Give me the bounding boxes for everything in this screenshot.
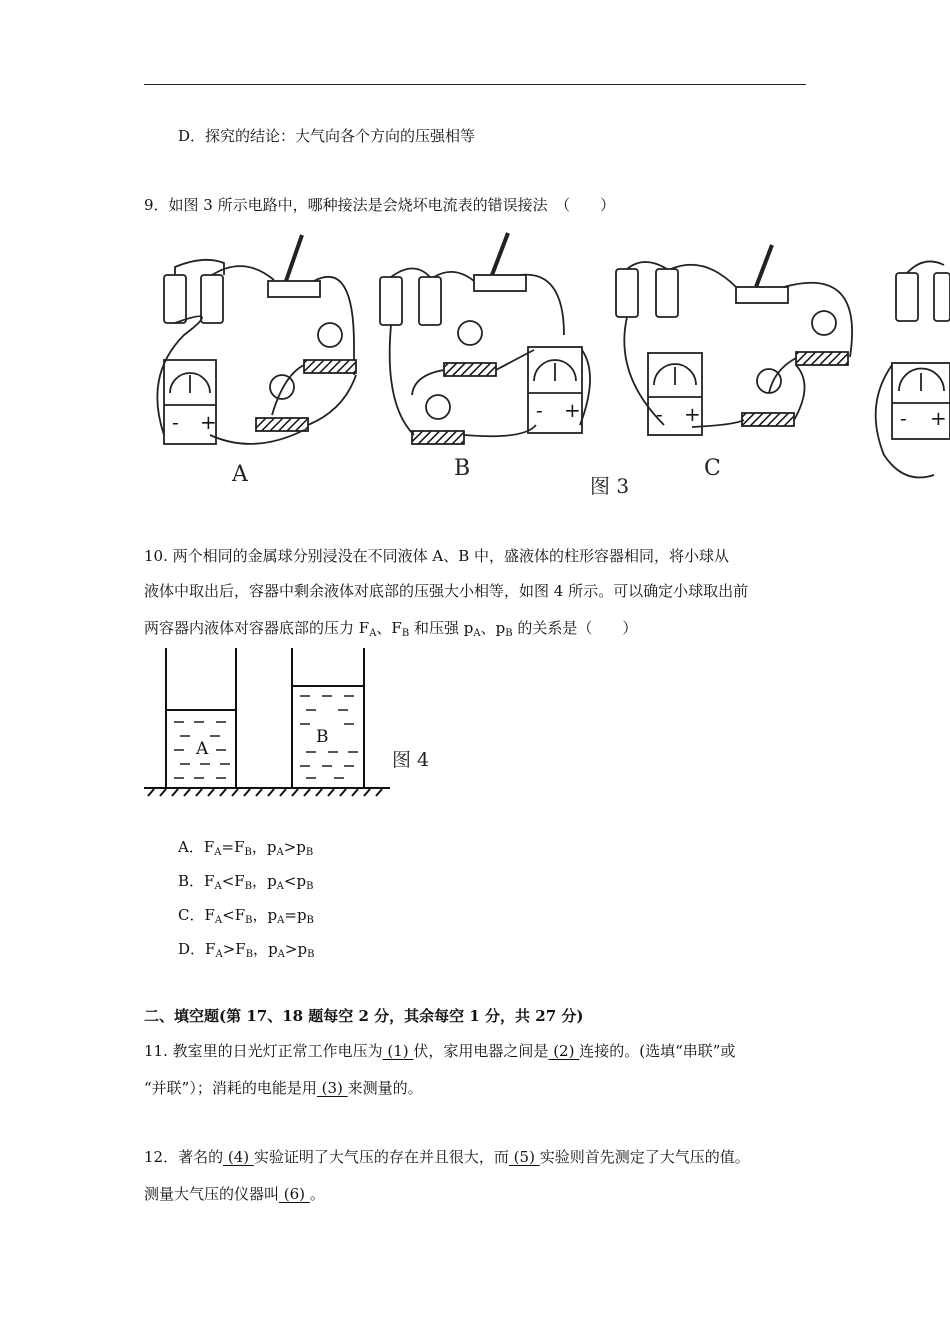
meter-d-minus: - <box>900 406 907 430</box>
bulb-b2 <box>426 395 450 419</box>
q10-stem-line-2: 液体中取出后，容器中剩余液体对底部的压强大小相等，如图 4 所示。可以确定小球取出前 <box>144 582 749 600</box>
switch-b <box>474 275 526 291</box>
bulb-a2 <box>270 375 294 399</box>
figure-3-label-b: B <box>454 456 471 481</box>
bulb-b1 <box>458 321 482 345</box>
q10-stem-line-3: 两容器内液体对容器底部的压力 $F_A$、$F_B$ 和压强 $p_A$、$p_B$ 的关系是（ ） <box>144 619 638 639</box>
meter-b-plus: + <box>564 398 581 422</box>
blank-3[interactable]: (3) <box>316 1079 348 1097</box>
battery-a2 <box>201 275 223 323</box>
q12-line-2: 测量大气压的仪器叫 (6) 。 <box>144 1185 325 1203</box>
q10-option-b: B．$F_A<F_B$，$p_A<p_B$ <box>178 872 314 892</box>
blank-2[interactable]: (2) <box>548 1042 580 1060</box>
container-b-label: B <box>316 727 329 747</box>
battery-c1 <box>616 269 638 317</box>
liquid-b-dashes <box>300 696 358 778</box>
container-a-label: A <box>196 739 209 759</box>
battery-b2 <box>419 277 441 325</box>
blank-5[interactable]: (5) <box>508 1148 540 1166</box>
blank-1[interactable]: (1) <box>382 1042 414 1060</box>
battery-c2 <box>656 269 678 317</box>
figure-3-circuits <box>144 225 950 505</box>
meter-a-minus: - <box>172 410 179 434</box>
battery-a1 <box>164 275 186 323</box>
meter-c-minus: - <box>656 402 663 426</box>
figure-3-caption: 图 3 <box>590 474 630 498</box>
meter-c-plus: + <box>684 402 701 426</box>
q9-stem: 9．如图 3 所示电路中，哪种接法是会烧坏电流表的错误接法 （ ） <box>144 196 616 214</box>
meter-b-minus: - <box>536 398 543 422</box>
q10-option-a: A．$F_A=F_B$，$p_A>p_B$ <box>178 838 314 858</box>
bulb-c1 <box>812 311 836 335</box>
q10-option-c: C．$F_A<F_B$，$p_A=p_B$ <box>178 906 314 926</box>
ground-hatch <box>148 789 382 796</box>
meter-d-plus: + <box>930 406 947 430</box>
blank-6[interactable]: (6) <box>279 1185 310 1203</box>
battery-d1 <box>896 273 918 321</box>
switch-a <box>268 281 320 297</box>
battery-b1 <box>380 277 402 325</box>
figure-3-label-a: A <box>232 462 248 487</box>
battery-d2 <box>934 273 950 321</box>
figure-4-containers <box>144 648 444 804</box>
q8-option-d: D．探究的结论：大气向各个方向的压强相等 <box>178 127 476 145</box>
bulb-a1 <box>318 323 342 347</box>
figure-3-label-c: C <box>704 456 721 481</box>
q10-option-d: D．$F_A>F_B$，$p_A>p_B$ <box>178 940 315 960</box>
q11-line-2: “并联”）；消耗的电能是用 (3) 来测量的。 <box>144 1079 423 1097</box>
q11-line-1: 11. 教室里的日光灯正常工作电压为 (1) 伏，家用电器之间是 (2) 连接的。(选填“串联”或 <box>144 1042 736 1060</box>
figure-4-caption: 图 4 <box>392 749 430 771</box>
q10-stem-line-1: 10. 两个相同的金属球分别浸没在不同液体 A、B 中，盛液体的柱形容器相同，将小球从 <box>144 547 730 565</box>
meter-a-plus: + <box>200 410 217 434</box>
section-2-heading: 二、填空题(第 17、18 题每空 2 分，其余每空 1 分，共 27 分) <box>144 1007 584 1025</box>
header-rule <box>144 84 806 85</box>
switch-c <box>736 287 788 303</box>
q12-line-1: 12．著名的 (4) 实验证明了大气压的存在并且很大，而 (5) 实验则首先测定了大气压的值。 <box>144 1148 750 1166</box>
blank-4[interactable]: (4) <box>223 1148 254 1166</box>
